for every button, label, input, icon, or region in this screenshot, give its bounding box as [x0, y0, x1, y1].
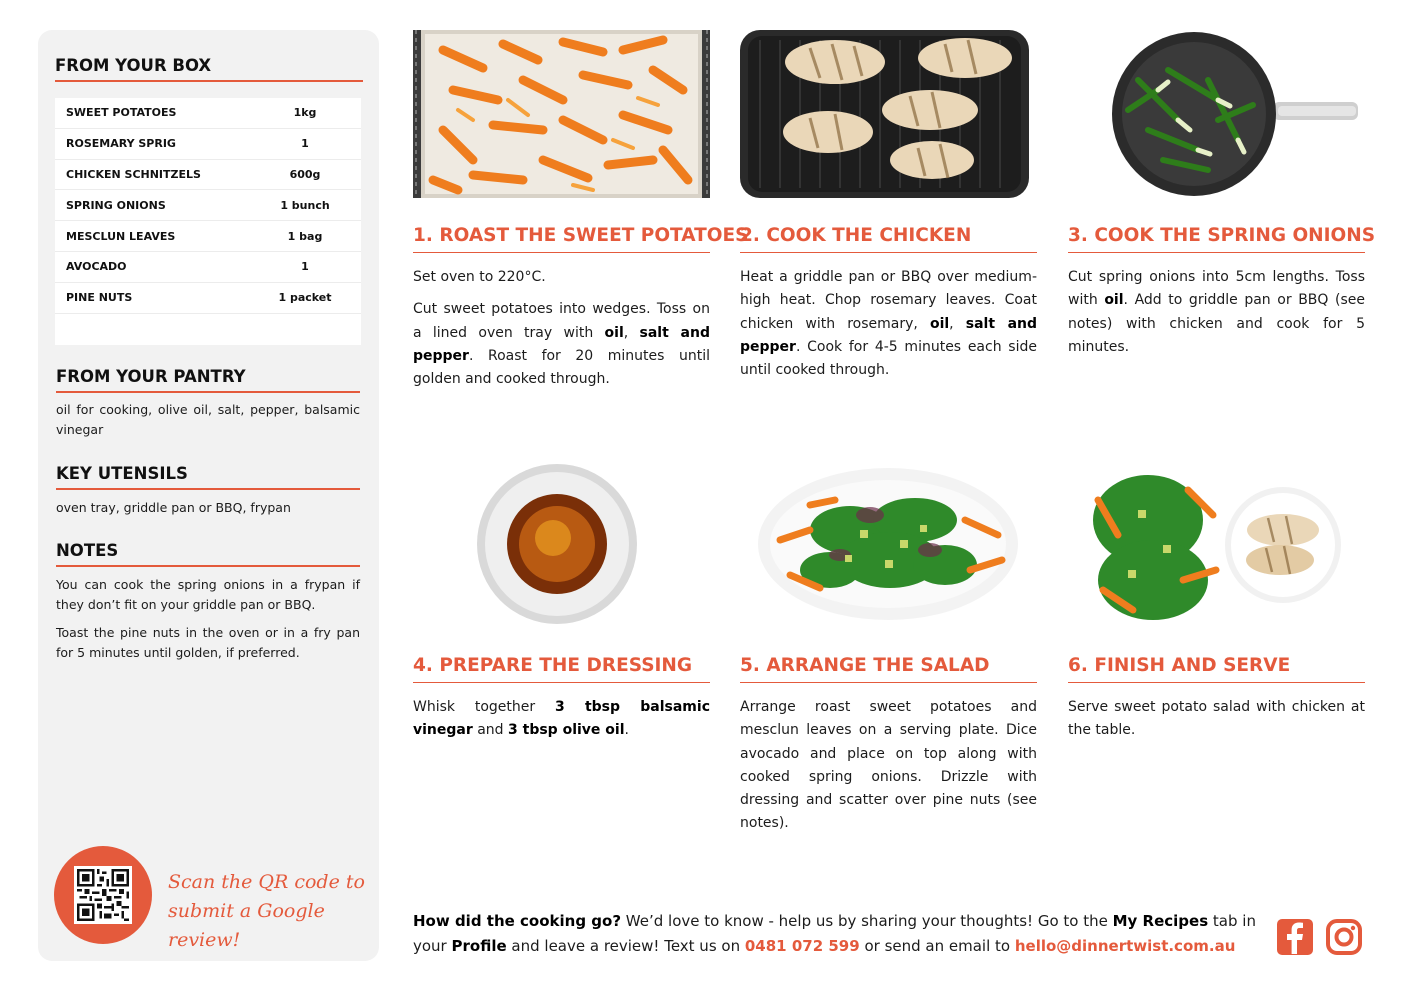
ingredient-row — [55, 221, 361, 252]
step-2-title: 2. COOK THE CHICKEN — [740, 225, 1037, 253]
ingredient-name: PINE NUTS — [66, 291, 133, 305]
step-3-photo — [1068, 30, 1365, 198]
instagram-icon[interactable] — [1325, 918, 1363, 956]
ingredient-name: CHICKEN SCHNITZELS — [66, 167, 201, 181]
step-paragraph: Cut sweet potatoes into wedges. Toss on a lined oven tray with oil, salt and pepper. Roast for 20 minutes until golden and cooked through. — [413, 301, 710, 388]
ingredient-row — [55, 129, 361, 160]
step-paragraph: Cut spring onions into 5cm lengths. Toss with oil. Add to griddle pan or BBQ (see notes) with chicken and cook for 5 minutes. — [1068, 269, 1365, 355]
ingredient-name: SWEET POTATOES — [66, 106, 177, 120]
step-6-photo — [1068, 460, 1365, 628]
step-paragraph: Set oven to 220°C. — [413, 269, 546, 285]
phone-link[interactable]: 0481 072 599 — [744, 937, 860, 955]
step-5-title: 5. ARRANGE THE SALAD — [740, 655, 1037, 683]
ingredient-row — [55, 98, 361, 129]
ingredient-row — [55, 190, 361, 221]
from-your-pantry-title: FROM YOUR PANTRY — [56, 367, 360, 393]
step-4-photo — [413, 460, 710, 628]
step-5-photo — [740, 460, 1037, 628]
step-1-photo — [413, 30, 710, 198]
pantry-text: oil for cooking, olive oil, salt, pepper, balsamic vinegar — [56, 402, 360, 437]
ingredient-qty: 1 packet — [278, 291, 332, 305]
step-paragraph: Whisk together 3 tbsp balsamic vinegar and 3 tbsp olive oil. — [413, 699, 710, 739]
ingredient-name: AVOCADO — [66, 260, 127, 274]
ingredient-qty: 1 — [301, 137, 309, 151]
ingredient-qty: 600g — [289, 167, 321, 181]
step-1-title: 1. ROAST THE SWEET POTATOES — [413, 225, 710, 253]
step-6-body — [1068, 696, 1365, 752]
ingredient-qty: 1 bunch — [280, 198, 330, 212]
ingredient-qty: 1 — [301, 260, 309, 274]
email-link[interactable]: hello@dinnertwist.com.au — [1014, 937, 1236, 955]
step-paragraph: Arrange roast sweet potatoes and mesclun leaves on a serving plate. Dice avocado and place on top along with cooked spring onions. Drizzle with dressing and scatter over pine nuts (see notes). — [740, 699, 1037, 832]
qr-code-icon[interactable] — [74, 866, 132, 924]
qr-badge — [54, 846, 152, 944]
facebook-icon[interactable] — [1276, 918, 1314, 956]
notes-text — [56, 575, 360, 671]
ingredient-row — [55, 252, 361, 283]
step-3-body — [1068, 266, 1365, 368]
ingredient-qty: 1kg — [293, 106, 317, 120]
qr-caption: Scan the QR code to submit a Google review! — [168, 871, 365, 951]
notes-title: NOTES — [56, 541, 360, 567]
step-3-title: 3. COOK THE SPRING ONIONS — [1068, 225, 1365, 253]
step-5-body — [740, 696, 1037, 845]
step-4-title: 4. PREPARE THE DRESSING — [413, 655, 710, 683]
step-1-body — [413, 266, 710, 400]
key-utensils-title: KEY UTENSILS — [56, 464, 360, 490]
step-2-body — [740, 266, 1037, 391]
ingredient-row — [55, 283, 361, 314]
step-paragraph: Serve sweet potato salad with chicken at the table. — [1068, 699, 1365, 739]
note-paragraph: You can cook the spring onions in a frypan if they don’t fit on your griddle pan or BBQ. — [56, 577, 360, 612]
ingredient-name: SPRING ONIONS — [66, 198, 166, 212]
review-prompt: How did the cooking go? We’d love to know - help us by sharing your thoughts! Go to the My Recipes tab in your Profile and leave a review! Text us on 0481 072 599 or send an email to hello@dinnertwist.com.au — [413, 912, 1256, 955]
ingredient-name: ROSEMARY SPRIG — [66, 137, 176, 151]
ingredient-qty: 1 bag — [287, 229, 323, 243]
step-6-title: 6. FINISH AND SERVE — [1068, 655, 1365, 683]
ingredients-table — [55, 98, 361, 345]
ingredient-name: MESCLUN LEAVES — [66, 229, 176, 243]
step-4-body — [413, 696, 710, 752]
utensils-text: oven tray, griddle pan or BBQ, frypan — [56, 500, 291, 515]
ingredient-row — [55, 160, 361, 191]
note-paragraph: Toast the pine nuts in the oven or in a fry pan for 5 minutes until golden, if preferred. — [56, 625, 360, 660]
step-paragraph: Heat a griddle pan or BBQ over medium-high heat. Chop rosemary leaves. Coat chicken with rosemary, oil, salt and pepper. Cook for 4-5 minutes each side until cooked through. — [740, 269, 1037, 379]
step-2-photo — [740, 30, 1029, 198]
from-your-box-title: FROM YOUR BOX — [55, 56, 363, 82]
ingredients-sidebar — [38, 30, 379, 961]
